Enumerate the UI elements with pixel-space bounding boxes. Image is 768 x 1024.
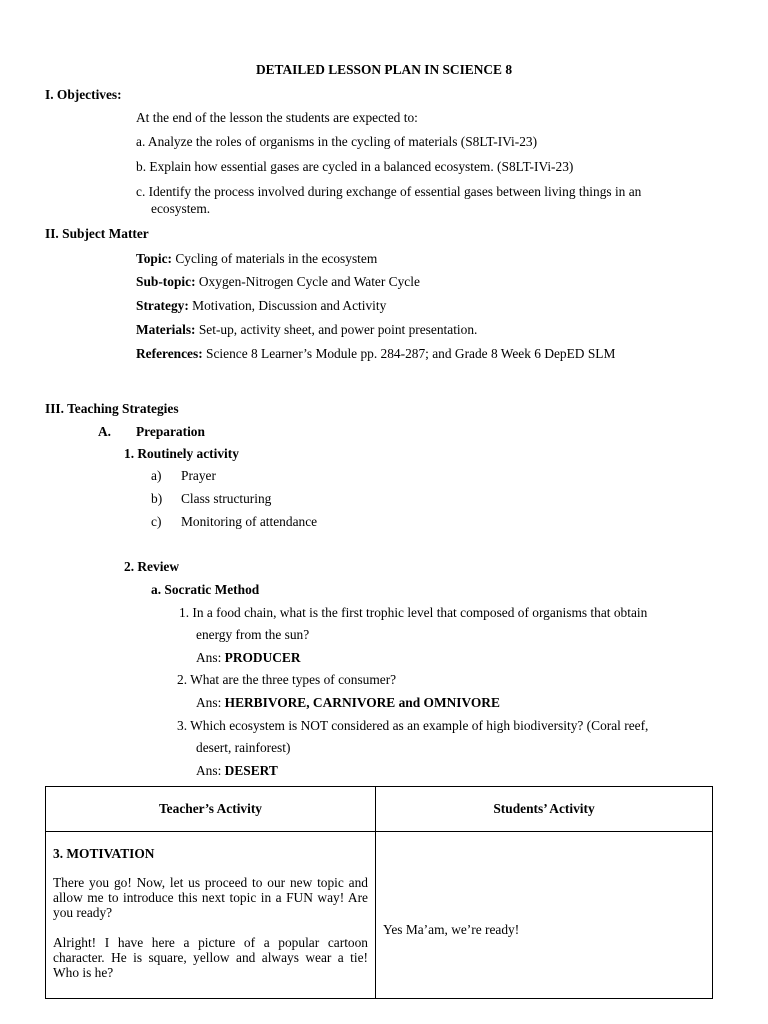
activity-table (45, 786, 713, 999)
answer-3 (196, 763, 278, 779)
objective-a: a. Analyze the roles of organisms in the cycling of materials (S8LT-IVi-23) (136, 134, 538, 149)
materials-label: Materials: (136, 322, 196, 337)
teacher-activity-header: Teacher’s Activity (46, 787, 376, 832)
teacher-paragraph-1: There you go! Now, let us proceed to our new topic and allow me to introduce this next topic in a FUN way! Are you ready? (53, 875, 368, 920)
subtopic-line (136, 274, 420, 290)
references-value: Science 8 Learner’s Module pp. 284-287; and Grade 8 Week 6 DepED SLM (202, 346, 616, 361)
routine-item-class-structuring (151, 491, 271, 507)
students-activity-header: Students’ Activity (376, 787, 713, 832)
motivation-heading: 3. MOTIVATION (53, 846, 155, 861)
objectives-heading: I. Objectives: (45, 87, 122, 102)
answer-label: Ans: (196, 650, 225, 665)
routine-marker: a) (151, 468, 162, 483)
routine-text: Class structuring (181, 491, 272, 506)
table-header-row (46, 787, 713, 832)
routine-marker: b) (151, 491, 163, 506)
question-1-line2: energy from the sun? (196, 627, 310, 642)
preparation-marker: A. (98, 424, 112, 439)
materials-line (136, 322, 477, 338)
subject-matter-heading: II. Subject Matter (45, 226, 149, 241)
answer-value: HERBIVORE, CARNIVORE and OMNIVORE (224, 695, 500, 710)
routine-text: Prayer (181, 468, 216, 483)
strategy-label: Strategy: (136, 298, 189, 313)
strategy-value: Motivation, Discussion and Activity (188, 298, 387, 313)
topic-label: Topic: (136, 251, 172, 266)
answer-1 (196, 650, 301, 666)
review-heading: 2. Review (124, 559, 180, 574)
routine-item-attendance (151, 514, 317, 530)
answer-label: Ans: (196, 763, 225, 778)
routine-marker: c) (151, 514, 162, 529)
question-2: 2. What are the three types of consumer? (177, 672, 397, 687)
answer-value: DESERT (224, 763, 278, 778)
teaching-strategies-heading: III. Teaching Strategies (45, 401, 179, 416)
routine-text: Monitoring of attendance (181, 514, 318, 529)
strategy-line (136, 298, 386, 314)
question-3-line2: desert, rainforest) (196, 740, 291, 755)
preparation-heading: Preparation (136, 424, 205, 439)
question-3-line1: 3. Which ecosystem is NOT considered as an example of high biodiversity? (Coral reef, (177, 718, 649, 733)
teacher-activity-cell (46, 832, 376, 999)
references-label: References: (136, 346, 203, 361)
topic-line (136, 251, 377, 267)
socratic-method-heading: a. Socratic Method (151, 582, 260, 597)
materials-value: Set-up, activity sheet, and power point presentation. (195, 322, 478, 337)
subtopic-value: Oxygen-Nitrogen Cycle and Water Cycle (195, 274, 420, 289)
objective-b: b. Explain how essential gases are cycled in a balanced ecosystem. (S8LT-IVi-23) (136, 159, 574, 174)
subtopic-label: Sub-topic: (136, 274, 196, 289)
answer-value: PRODUCER (224, 650, 301, 665)
routine-item-prayer (151, 468, 216, 484)
students-activity-cell (376, 832, 713, 999)
answer-label: Ans: (196, 695, 225, 710)
question-1-line1: 1. In a food chain, what is the first trophic level that composed of organisms that obtain (179, 605, 648, 620)
topic-value: Cycling of materials in the ecosystem (171, 251, 378, 266)
teacher-paragraph-2: Alright! I have here a picture of a popular cartoon character. He is square, yellow and always wear a tie! Who is he? (53, 935, 368, 980)
objectives-intro: At the end of the lesson the students are expected to: (136, 110, 418, 125)
table-row (46, 832, 713, 999)
routinely-activity-heading: 1. Routinely activity (124, 446, 239, 461)
references-line (136, 346, 615, 362)
objective-c-line2: ecosystem. (151, 201, 211, 216)
document-title: DETAILED LESSON PLAN IN SCIENCE 8 (255, 62, 513, 77)
answer-2 (196, 695, 500, 711)
objective-c-line1: c. Identify the process involved during exchange of essential gases between living things in an (136, 184, 642, 199)
student-reply: Yes Ma’am, we’re ready! (383, 922, 520, 937)
